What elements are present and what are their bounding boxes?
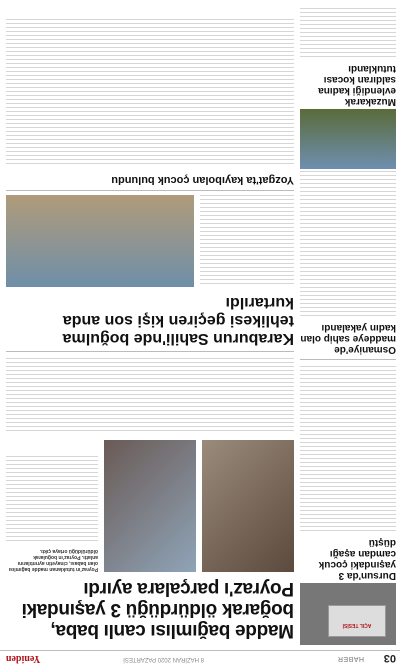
side-article-1-text (300, 364, 396, 534)
deck-body (6, 454, 98, 544)
main-article-1-text (6, 356, 294, 434)
main-headline-2: Karaburun Sahili'nde boğulma tehlikesi geçiren kişi son anda kurtarıldı (62, 294, 294, 347)
issue-date: 8 HAZİRAN 2020 PAZARTESİ (123, 656, 204, 662)
newspaper-logo: Yeniden (6, 653, 41, 664)
section-label: HABER (337, 655, 364, 662)
side-column (300, 5, 396, 645)
side-headline-1: Dursun'da 3 yaşındaki çocuk camdan aşağı düştü (318, 537, 396, 581)
divider (6, 351, 294, 352)
side-article-3-text (300, 5, 396, 60)
main-deck-1: Poyraz'ın tutuklanan madde bağımlısı olan babası, cinayetin ayrıntılarını anlattı. Poyraz'ın boğularak öldürüldüğü ortaya çıktı. (8, 548, 98, 572)
divider (6, 190, 294, 191)
main-column (6, 17, 294, 645)
main-article-2-text (200, 195, 294, 287)
side-photo-2 (300, 109, 396, 169)
main-article-3-text (6, 17, 294, 167)
sign-text: AÇIL TESİSİ (342, 622, 372, 628)
deck-box (6, 440, 98, 572)
photo-beach (6, 195, 194, 287)
page-header (0, 650, 400, 665)
page-number: 03 (383, 652, 396, 664)
main-photos-2 (6, 195, 294, 287)
divider (300, 359, 396, 360)
side-photo-1 (300, 583, 396, 645)
side-headline-3: Muzakarak evlendiği kadına saldıran kocası tutuklandı (318, 63, 396, 107)
main-photos-1 (6, 440, 294, 572)
photo-suspect (202, 440, 294, 572)
sign-board (328, 605, 386, 637)
main-headline-3: Yozgat'ta kayıbolan çocuk bulundu (111, 174, 294, 186)
main-headline-1: Madde bağımlısı canlı baba, boğarak öldürdüğü 3 yaşındaki Poyraz'ı parçalara ayırdı (21, 578, 294, 641)
photo-scene (104, 440, 196, 572)
side-article-2-text (300, 169, 396, 319)
side-headline-2: Osmaniye'de maddeye sahip olan kadın yakalandı (300, 322, 396, 355)
